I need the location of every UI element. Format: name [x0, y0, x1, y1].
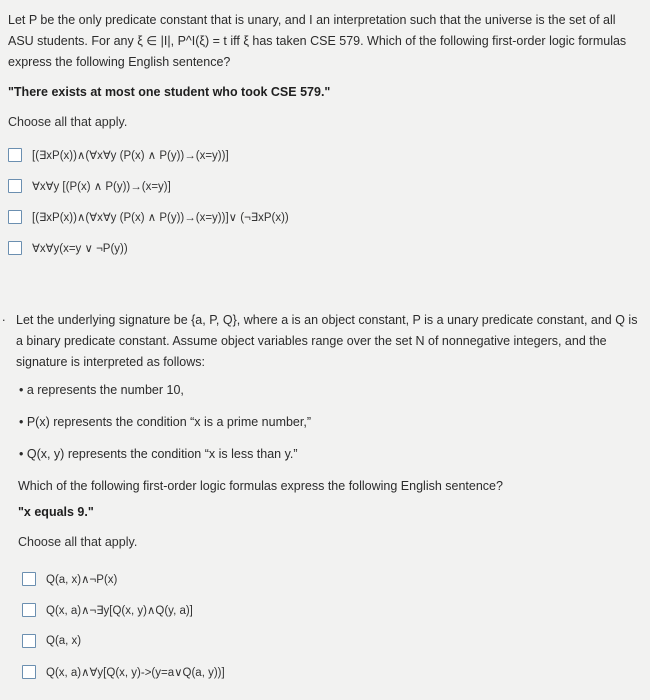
- question-1-choose-label: Choose all that apply.: [8, 115, 128, 129]
- option-label: Q(a, x): [46, 634, 82, 647]
- bullet-item: • P(x) represents the condition “x is a prime number,”: [19, 415, 311, 429]
- option-label: ∀x∀y [(P(x) ∧ P(y))→(x=y)]: [32, 180, 171, 193]
- question-2-option-3[interactable]: [22, 625, 640, 656]
- question-2-prompt: Let the underlying signature be {a, P, Q}, where a is an object constant, P is a unary predicate constant, and Q is a binary predicate constant. Assume object variables range over the set N of nonnegative integers, and the signature is interpreted as follows:: [16, 313, 638, 369]
- checkbox[interactable]: [22, 572, 36, 586]
- question-1-option-1[interactable]: [8, 139, 638, 170]
- option-label: Q(x, a)∧¬∃y[Q(x, y)∧Q(y, a)]: [46, 604, 193, 617]
- option-label: [(∃xP(x))∧(∀x∀y (P(x) ∧ P(y))→(x=y))]: [32, 149, 229, 162]
- checkbox[interactable]: [22, 603, 36, 617]
- checkbox[interactable]: [8, 148, 22, 162]
- option-label: ∀x∀y(x=y ∨ ¬P(y)): [32, 242, 128, 255]
- option-label: Q(x, a)∧∀y[Q(x, y)->(y=a∨Q(a, y))]: [46, 666, 225, 679]
- question-1-option-3[interactable]: [8, 201, 638, 232]
- bullet-item: • Q(x, y) represents the condition “x is less than y.”: [19, 447, 298, 461]
- question-1-option-2[interactable]: [8, 170, 638, 201]
- question-1-option-4[interactable]: [8, 232, 638, 263]
- question-1-quote: "There exists at most one student who took CSE 579.": [8, 85, 331, 99]
- checkbox[interactable]: [8, 179, 22, 193]
- bullet-item: • a represents the number 10,: [19, 383, 184, 397]
- question-2-marker: .: [2, 310, 6, 324]
- question-2-option-4[interactable]: [22, 656, 640, 687]
- question-2-question: Which of the following first-order logic formulas express the following English sentence?: [18, 479, 503, 493]
- question-2-quote: "x equals 9.": [18, 505, 94, 519]
- question-1: [8, 10, 638, 263]
- checkbox[interactable]: [22, 634, 36, 648]
- checkbox[interactable]: [8, 241, 22, 255]
- option-label: [(∃xP(x))∧(∀x∀y (P(x) ∧ P(y))→(x=y))]∨ (¬∃xP(x)): [32, 211, 289, 224]
- checkbox[interactable]: [8, 210, 22, 224]
- question-1-options: [8, 139, 638, 263]
- question-2-choose-label: Choose all that apply.: [18, 535, 138, 549]
- question-2: [0, 310, 640, 687]
- checkbox[interactable]: [22, 665, 36, 679]
- question-1-prompt: Let P be the only predicate constant that is unary, and I an interpretation such that the universe is the set of all ASU students. For any ξ ∈ |I|, P^I(ξ) = t iff ξ has taken CSE 579. Which of the following first-order logic formulas express the following English sentence?: [8, 13, 627, 69]
- question-2-options: [0, 563, 640, 687]
- question-2-bullets: [0, 383, 640, 479]
- question-2-option-2[interactable]: [22, 594, 640, 625]
- option-label: Q(a, x)∧¬P(x): [46, 573, 118, 586]
- question-2-option-1[interactable]: [22, 563, 640, 594]
